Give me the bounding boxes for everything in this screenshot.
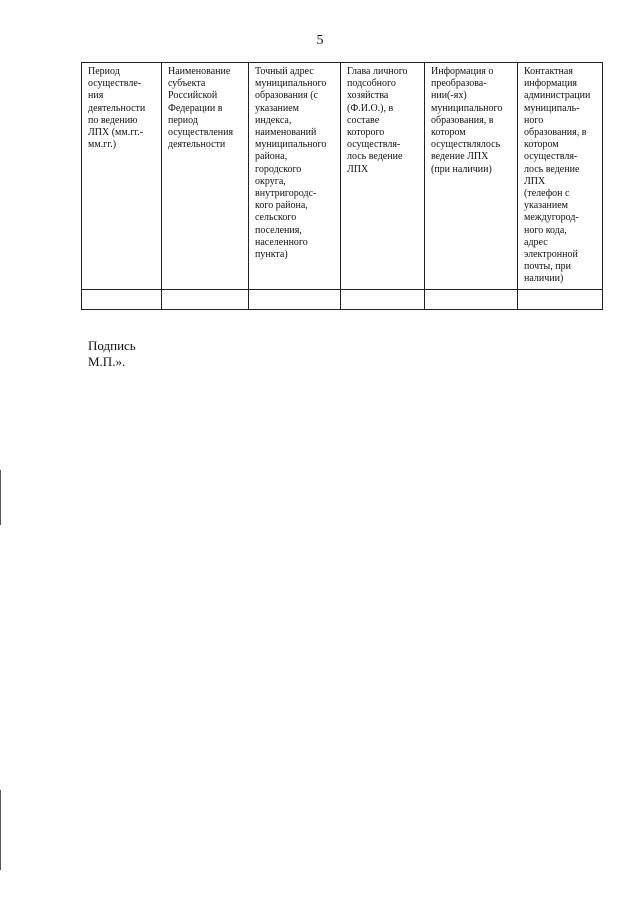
table-row [82, 289, 603, 309]
header-contact-info-text: Контактная информация администрации муниципаль- ного образования, в котором осуществля- лось ведение ЛПХ (телефон с указанием междугород- ного кода, адрес электронной почты, при наличии) [524, 66, 591, 285]
header-household-head-text: Глава личного подсобного хозяйства (Ф.И.О.), в составе которого осуществля- лось ведение ЛПХ [347, 66, 408, 175]
scan-edge-mark-upper [0, 470, 1, 525]
page-number: 5 [316, 33, 324, 48]
seal-label: М.П.». [88, 354, 126, 369]
table-cell [425, 289, 518, 309]
header-cell-contact-info [518, 63, 603, 290]
header-period-text: Период осуществле- ния деятельности по ведению ЛПХ (мм.гг.- мм.гг.) [88, 66, 146, 151]
header-transformation-info-text: Информация о преобразова- нии(-ях) муниципального образования, в котором осуществлялось ведение ЛПХ (при наличии) [431, 66, 503, 175]
signature-label: Подпись [88, 338, 136, 353]
table-cell [518, 289, 603, 309]
header-region-text: Наименование субъекта Российской Федерации в период осуществления деятельности [168, 66, 234, 151]
table-cell [82, 289, 162, 309]
scan-edge-mark-lower [0, 790, 1, 870]
header-cell-address [249, 63, 341, 290]
table-cell [249, 289, 341, 309]
header-address-text: Точный адрес муниципального образования (с указанием индекса, наименований муниципального района, городского округа, внутригородс- кого района, сельского поселения, населенного пункта) [255, 66, 327, 261]
header-cell-region [162, 63, 249, 290]
main-table [81, 62, 603, 310]
header-cell-household-head [341, 63, 425, 290]
header-cell-period [82, 63, 162, 290]
header-cell-transformation-info [425, 63, 518, 290]
table-cell [341, 289, 425, 309]
signature-block [88, 338, 136, 370]
table-cell [162, 289, 249, 309]
table-header-row [82, 63, 603, 290]
